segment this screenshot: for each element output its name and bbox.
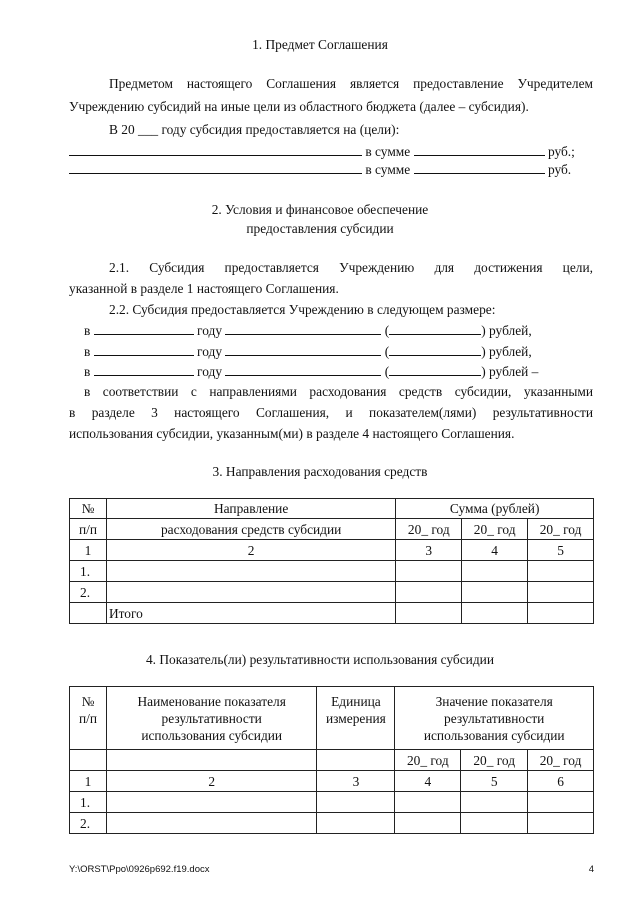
row-number: 1. xyxy=(70,792,107,813)
section-1-title: 1. Предмет Соглашения xyxy=(252,37,388,52)
section-3-title: 3. Направления расходования средств xyxy=(212,464,428,479)
year-header: 20_ год xyxy=(461,750,528,771)
table-row-total xyxy=(70,603,594,624)
empty-cell[interactable] xyxy=(462,561,528,582)
section-4-title: 4. Показатель(ли) результативности использования субсидии xyxy=(145,652,494,667)
col-num-header: № п/п xyxy=(70,687,107,750)
col-num-header: № xyxy=(70,499,107,519)
empty-cell[interactable] xyxy=(528,813,594,834)
page-number: 4 xyxy=(588,864,594,875)
blank-year-field[interactable] xyxy=(94,363,194,376)
empty-cell[interactable] xyxy=(106,561,395,582)
col-indicator-name-header: Наименование показателя результативности использования субсидии xyxy=(106,687,317,750)
index-cell: 3 xyxy=(317,771,395,792)
empty-cell[interactable] xyxy=(396,561,462,582)
empty-cell xyxy=(70,603,107,624)
year-header: 20_ год xyxy=(395,750,461,771)
s1-paragraph-line-3: В 20 ___ году субсидия предоставляется на (цели): xyxy=(109,122,400,137)
s2-p-line-2: в разделе 3 настоящего Соглашения, и показателем(лями) результативности xyxy=(69,405,593,420)
empty-cell[interactable] xyxy=(106,582,395,603)
index-cell: 1 xyxy=(70,771,107,792)
index-cell: 2 xyxy=(106,540,395,561)
year-header: 20_ год xyxy=(396,519,462,540)
empty-cell[interactable] xyxy=(462,582,528,603)
s2-p21-line-1: 2.1. Субсидия предоставляется Учреждению для достижения цели, xyxy=(109,260,593,275)
in-sum-label: в сумме xyxy=(365,144,411,159)
s2-p-line-3: использования субсидии, указанным(ми) в разделе 4 настоящего Соглашения. xyxy=(69,426,515,441)
empty-cell[interactable] xyxy=(528,603,594,624)
s2-amount-line-3: в году ( ) рублей – xyxy=(84,364,539,379)
index-cell: 4 xyxy=(462,540,528,561)
blank-amount-words-field[interactable] xyxy=(389,343,481,356)
year-header: 20_ год xyxy=(528,750,594,771)
empty-cell[interactable] xyxy=(461,792,528,813)
col-sum-header: Сумма (рублей) xyxy=(396,499,594,519)
s2-p-line-1: в соответствии с направлениями расходования средств субсидии, указанными xyxy=(84,384,593,399)
blank-amount-field[interactable] xyxy=(225,322,381,335)
footer-file-path: Y:\ORST\Ppo\0926p692.f19.docx xyxy=(69,864,210,875)
index-cell: 2 xyxy=(106,771,317,792)
empty-cell[interactable] xyxy=(462,603,528,624)
empty-cell[interactable] xyxy=(317,792,395,813)
table-row xyxy=(70,582,594,603)
blank-sum-field[interactable] xyxy=(414,161,545,174)
row-number: 1. xyxy=(70,561,107,582)
table-row xyxy=(70,813,594,834)
s1-paragraph-line-2: Учреждению субсидий на иные цели из областного бюджета (далее – субсидия). xyxy=(69,99,529,114)
col-direction-header: Направление xyxy=(106,499,395,519)
rub-label: руб.; xyxy=(547,144,575,159)
empty-cell[interactable] xyxy=(396,582,462,603)
index-cell: 6 xyxy=(528,771,594,792)
empty-cell[interactable] xyxy=(396,603,462,624)
s2-p21-line-2: указанной в разделе 1 настоящего Соглашения. xyxy=(69,281,339,296)
section-2-title-line-2: предоставления субсидии xyxy=(246,221,394,236)
blank-amount-field[interactable] xyxy=(225,363,381,376)
col-direction-header-b: расходования средств субсидии xyxy=(106,519,395,540)
year-header: 20_ год xyxy=(462,519,528,540)
row-number: 2. xyxy=(70,582,107,603)
empty-cell[interactable] xyxy=(395,792,461,813)
s2-amount-line-2: в году ( ) рублей, xyxy=(84,344,532,359)
index-cell: 3 xyxy=(396,540,462,561)
blank-goal-field[interactable] xyxy=(69,143,362,156)
year-header: 20_ год xyxy=(528,519,594,540)
empty-cell[interactable] xyxy=(106,813,317,834)
s1-goal-line-2 xyxy=(69,161,571,178)
expenses-table xyxy=(69,498,594,624)
empty-cell[interactable] xyxy=(528,792,594,813)
in-sum-label: в сумме xyxy=(365,162,411,177)
index-cell: 4 xyxy=(395,771,461,792)
blank-amount-field[interactable] xyxy=(225,343,381,356)
empty-cell[interactable] xyxy=(106,792,317,813)
blank-year-field[interactable] xyxy=(94,322,194,335)
index-cell: 1 xyxy=(70,540,107,561)
blank-sum-field[interactable] xyxy=(414,143,545,156)
indicators-table xyxy=(69,686,594,834)
empty-cell[interactable] xyxy=(528,582,594,603)
empty-cell[interactable] xyxy=(395,813,461,834)
empty-cell[interactable] xyxy=(528,561,594,582)
table-row xyxy=(70,561,594,582)
s2-amount-line-1: в году ( ) рублей, xyxy=(84,323,532,338)
rub-label: руб. xyxy=(547,162,572,177)
index-cell: 5 xyxy=(528,540,594,561)
s2-p22: 2.2. Субсидия предоставляется Учреждению в следующем размере: xyxy=(109,302,496,317)
col-unit-header: Единица измерения xyxy=(317,687,395,750)
index-cell: 5 xyxy=(461,771,528,792)
blank-amount-words-field[interactable] xyxy=(389,322,481,335)
total-label: Итого xyxy=(106,603,395,624)
blank-year-field[interactable] xyxy=(94,343,194,356)
section-2-title-line-1: 2. Условия и финансовое обеспечение xyxy=(211,202,429,217)
empty-cell[interactable] xyxy=(317,813,395,834)
col-value-header: Значение показателя результативности использования субсидии xyxy=(395,687,594,750)
blank-amount-words-field[interactable] xyxy=(389,363,481,376)
blank-goal-field[interactable] xyxy=(69,161,362,174)
s1-goal-line-1 xyxy=(69,143,575,160)
s1-paragraph-line-1: Предметом настоящего Соглашения является предоставление Учредителем xyxy=(109,76,593,91)
empty-cell[interactable] xyxy=(461,813,528,834)
table-row xyxy=(70,792,594,813)
row-number: 2. xyxy=(70,813,107,834)
col-num-header-b: п/п xyxy=(70,519,107,540)
